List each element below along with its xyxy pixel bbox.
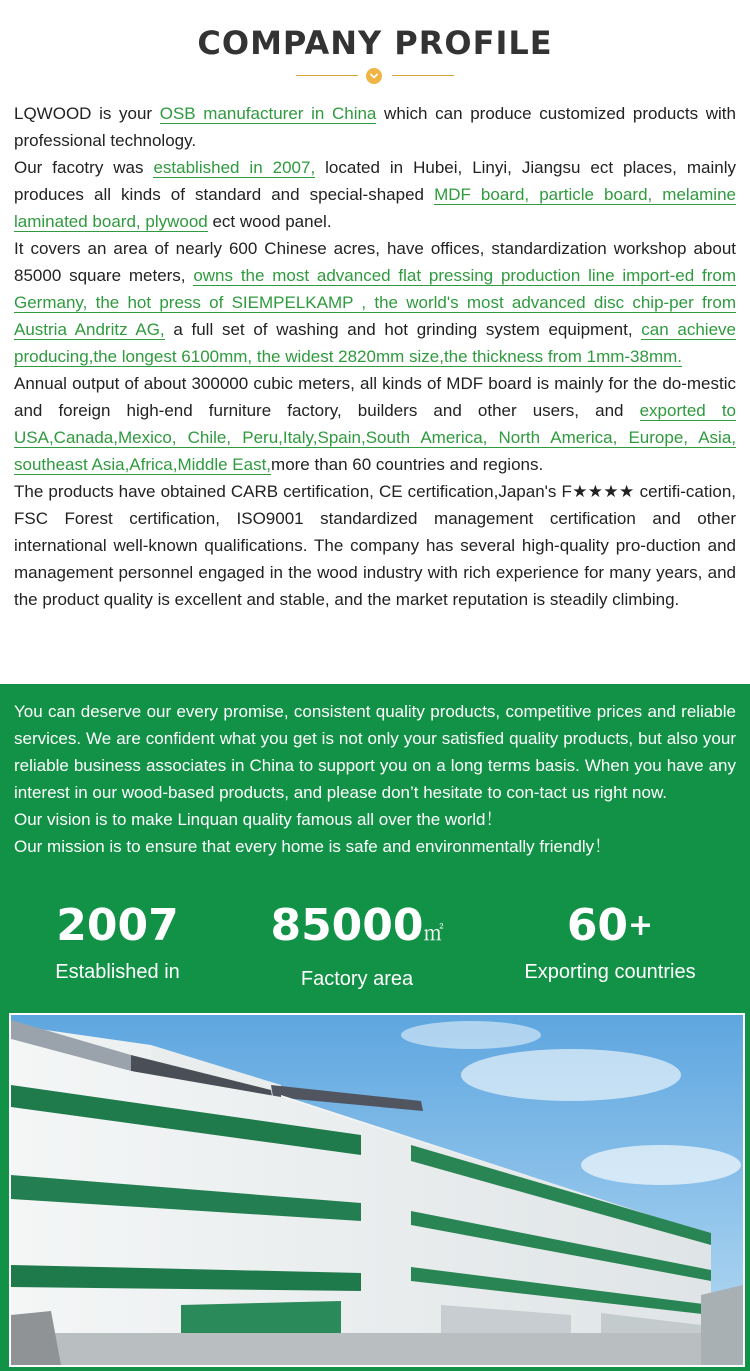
divider-line-left bbox=[296, 75, 358, 76]
chevron-down-icon bbox=[366, 68, 382, 84]
profile-paragraph-1 bbox=[14, 100, 736, 154]
stat-label: Factory area bbox=[300, 968, 414, 990]
stat-established bbox=[30, 896, 205, 984]
divider-line-right bbox=[392, 75, 454, 76]
text: It covers an area of nearly 600 Chinese acres, have offices, standardization workshop about 85000 square meters, bbox=[14, 239, 736, 285]
highlight-established: established in 2007, bbox=[153, 158, 316, 177]
promise-text bbox=[0, 684, 750, 860]
text: LQWOOD is your bbox=[14, 104, 160, 123]
stat-number: 2007 bbox=[56, 900, 179, 951]
stat-value bbox=[262, 896, 452, 963]
highlight-osb: OSB manufacturer in China bbox=[159, 104, 377, 123]
profile-paragraph-3 bbox=[14, 235, 736, 370]
title-divider bbox=[0, 68, 750, 84]
page-title: COMPANY PROFILE bbox=[197, 24, 553, 62]
stat-plus: + bbox=[628, 908, 654, 943]
promise-paragraph: You can deserve our every promise, consistent quality products, competitive prices and reliable services. We are confident what you get is not only your satisfied quality products, but also your reliable business associates in China to support you on a long terms basis. When you have any interest in our wood-based products, and please don’t hesitate to con-tact us right now. bbox=[14, 702, 736, 802]
text: Our facotry was bbox=[14, 158, 154, 177]
stat-number: 85000 bbox=[270, 900, 424, 951]
highlight-products: MDF board, particle board, melamine laminated board, plywood bbox=[14, 185, 736, 231]
stat-unit: ㎡ bbox=[423, 921, 444, 945]
stat-exporting-countries bbox=[510, 896, 710, 984]
profile-paragraph-2 bbox=[14, 154, 736, 235]
text: located in Hubei, Linyi, Jiangsu ect places, mainly produces all kinds of standard and special-shaped bbox=[14, 158, 736, 204]
green-banner bbox=[0, 684, 750, 1371]
stat-label: Established in bbox=[55, 961, 180, 983]
header bbox=[0, 0, 750, 98]
highlight-equipment: owns the most advanced flat pressing production line import-ed from Germany, the hot press of SIEMPELKAMP , the world's most advanced disc chip-per from Austria Andritz AG, bbox=[14, 266, 736, 339]
text: ect wood panel. bbox=[207, 212, 332, 231]
mission-statement: Our mission is to ensure that every home is safe and environmentally friendly！ bbox=[14, 837, 612, 856]
highlight-sizes: can achieve producing,the longest 6100mm, the widest 2820mm size,the thickness from 1mm-38mm. bbox=[14, 320, 736, 366]
company-profile-text bbox=[0, 98, 750, 684]
profile-paragraph-4 bbox=[14, 370, 736, 478]
text: which can produce customized products with professional technology. bbox=[14, 104, 736, 150]
factory-building-illustration bbox=[11, 1015, 743, 1365]
highlight-export: exported to USA,Canada,Mexico, Chile, Peru,Italy,Spain,South America, North America, Europe, Asia, southeast Asia,Africa,Middle East, bbox=[14, 401, 737, 474]
profile-paragraph-5: The products have obtained CARB certification, CE certification,Japan's F★★★★ certifi-cation, FSC Forest certification, ISO9001 standardized management certification and other international well-known qualifications. The company has several high-quality pro-duction and management personnel engaged in the wood industry with rich experience for many years, and the product quality is excellent and stable, and the market reputation is steadily climbing. bbox=[14, 482, 736, 609]
text: Annual output of about 300000 cubic meters, all kinds of MDF board is mainly for the do-mestic and foreign high-end furniture factory, builders and other users, and bbox=[14, 374, 736, 420]
factory-photo bbox=[9, 1013, 745, 1367]
text: a full set of washing and hot grinding system equipment, bbox=[164, 320, 642, 339]
vision-statement: Our vision is to make Linquan quality famous all over the world！ bbox=[14, 810, 503, 829]
stats-row bbox=[0, 896, 750, 996]
stat-label: Exporting countries bbox=[524, 961, 696, 983]
stat-value bbox=[30, 896, 205, 956]
stat-value bbox=[510, 896, 710, 956]
stat-factory-area bbox=[262, 896, 452, 991]
text: more than 60 countries and regions. bbox=[271, 455, 544, 474]
stat-number: 60 bbox=[566, 900, 629, 951]
